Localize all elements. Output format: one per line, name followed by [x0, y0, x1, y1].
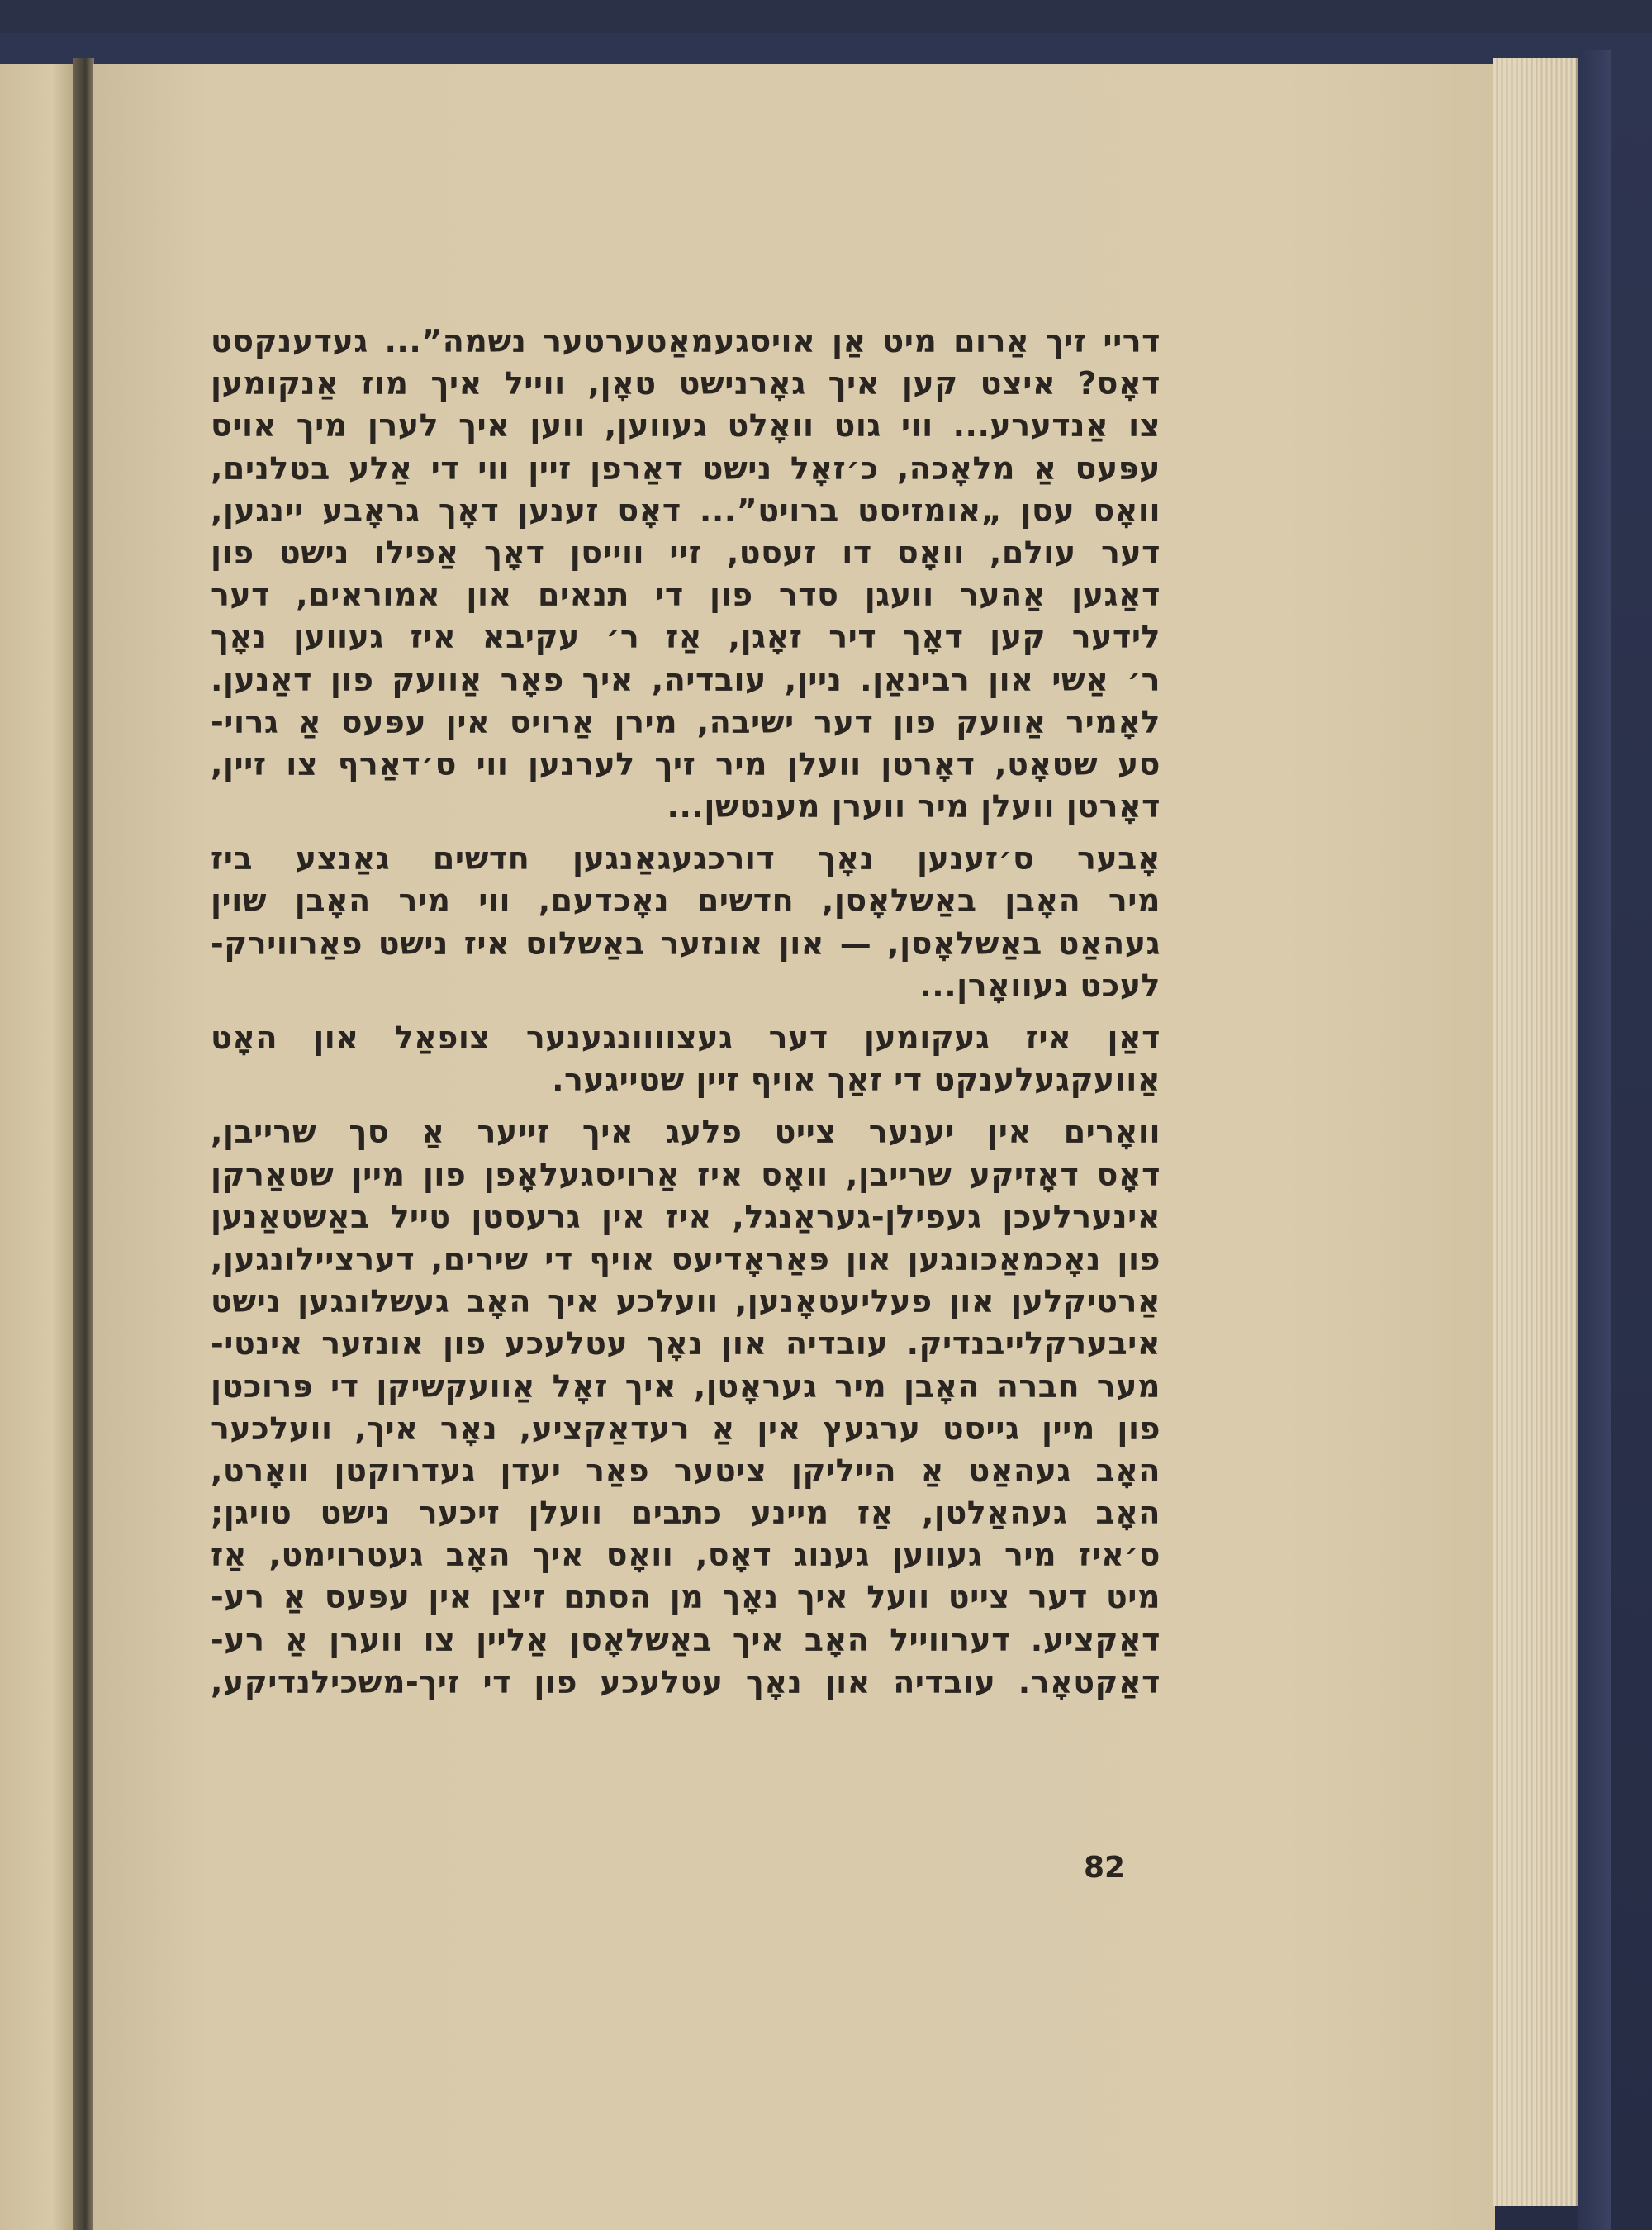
text-line: דאָס דאָזיקע שרייבן, וואָס איז אַרויסגעלאָפן פון מיין שטאַרקן [211, 1156, 1161, 1193]
text-line: ס׳איז מיר געווען גענוג דאָס, וואָס איך האָב געטרוימט, אַז [211, 1537, 1161, 1574]
text-line: עפּעס אַ מלאָכה, כ׳זאָל נישט דאַרפן זיין ווי די אַלע בטלנים, [211, 449, 1161, 487]
text-line: דער עולם, וואָס דו זעסט, זיי ווייסן דאָך אַפילו נישט פון [211, 534, 1161, 571]
text-line: אַרטיקלען און פעליעטאָנען, וועלכע איך האָב געשלונגען נישט [211, 1283, 1161, 1320]
page-edges [1493, 58, 1579, 2206]
text-line: דאָס? איצט קען איך גאָרנישט טאָן, ווייל איך מוז אַנקומען [211, 365, 1161, 402]
text-line: האָב געהאַט אַ הייליקן ציטער פאַר יעדן געדרוקטן וואָרט, [211, 1452, 1161, 1489]
text-line: אינערלעכן געפילן-געראַנגל, איז אין גרעסטן טייל באַשטאַנען [211, 1198, 1161, 1235]
text-line: צו אַנדערע... ווי גוט וואָלט געווען, ווען איך לערן מיך אויס [211, 407, 1161, 445]
text-line: מער חברה האָבן מיר געראָטן, איך זאָל אַוועקשיקן די פּרוכטן [211, 1367, 1161, 1405]
text-line: האָב געהאַלטן, אַז מיינע כתבים וועלן זיכער נישט טויגן; [211, 1495, 1161, 1532]
text-line: פון מיין גייסט ערגעץ אין אַ רעדאַקציע, נאָר איך, וועלכער [211, 1410, 1161, 1447]
text-line: דאַקציע. דערווייל האָב איך באַשלאָסן אַליין צו ווערן אַ רע- [211, 1621, 1161, 1658]
text-line: דאַן איז געקומען דער געצוווונגענער צופאַל און האָט [211, 1020, 1161, 1056]
text-line: סע שטאָט, דאָרטן וועלן מיר זיך לערנען ווי ס׳דאַרף צו זיין, [211, 745, 1161, 782]
paragraph-4 [211, 1111, 1161, 1704]
text-line: אָבער ס׳זענען נאָך דורכגעגאַנגען חדשים גאַנצע ביז [211, 840, 1161, 877]
text-line: לידער קען דאָך דיר זאָגן, אַז ר׳ עקיבא איז געווען נאָך [211, 619, 1161, 656]
text-line: מיר האָבן באַשלאָסן, חדשים נאָכדעם, ווי מיר האָבן שוין [211, 882, 1161, 920]
page-number: 82 [1084, 1851, 1126, 1885]
text-line: דאַקטאָר. עובדיה און נאָך עטלעכע פון די זיך-משכילנדיקע, [211, 1663, 1161, 1700]
text-line: איבערקלייבנדיק. עובדיה און נאָך עטלעכע פון אונזער אינטי- [211, 1325, 1161, 1362]
page-text [211, 321, 1161, 1704]
text-line: וואָס עסן „אומזיסט ברויט”... דאָס זענען דאָך גראָבע יינגען, [211, 492, 1161, 529]
text-line: לעכט געוואָרן... [919, 967, 1161, 1004]
text-line: דריי זיך אַרום מיט אַן אויסגעמאַטערטער נשמה”... געדענקסט [211, 323, 1161, 359]
text-line: מיט דער צייט וועל איך נאָך מן הסתם זיצן אין עפּעס אַ רע- [211, 1579, 1161, 1616]
text-line: לאָמיר אַוועק פון דער ישיבה, מירן אַרויס אין עפּעס אַ גרוי- [211, 703, 1161, 740]
text-line: פון נאָכמאַכונגען און פּאַראָדיעס אויף די שירים, דערציילונגען, [211, 1240, 1161, 1277]
cover-edge-right [1578, 50, 1611, 2230]
text-line: אַוועקגעלענקט די זאַך אויף זיין שטייגער. [552, 1062, 1161, 1099]
paragraph-1 [211, 321, 1161, 828]
text-line: ר׳ אַשי און רבינאַן. ניין, עובדיה, איך פאָר אַוועק פון דאַנען. [211, 661, 1161, 698]
paragraph-3 [211, 1017, 1161, 1101]
text-line: וואָרים אין יענער צייט פלעג איך זייער אַ סך שרייבן, [211, 1114, 1161, 1151]
text-line: דאַגען אַהער וועגן סדר פון די תנאים און אמוראים, דער [211, 577, 1161, 614]
text-line: געהאַט באַשלאָסן, — און אונזער באַשלוס איז נישט פאַרווירק- [211, 925, 1161, 962]
book-gutter [73, 58, 94, 2230]
left-page-edge [0, 64, 74, 2230]
paragraph-2 [211, 838, 1161, 1007]
text-line: דאָרטן וועלן מיר ווערן מענטשן... [667, 788, 1161, 825]
